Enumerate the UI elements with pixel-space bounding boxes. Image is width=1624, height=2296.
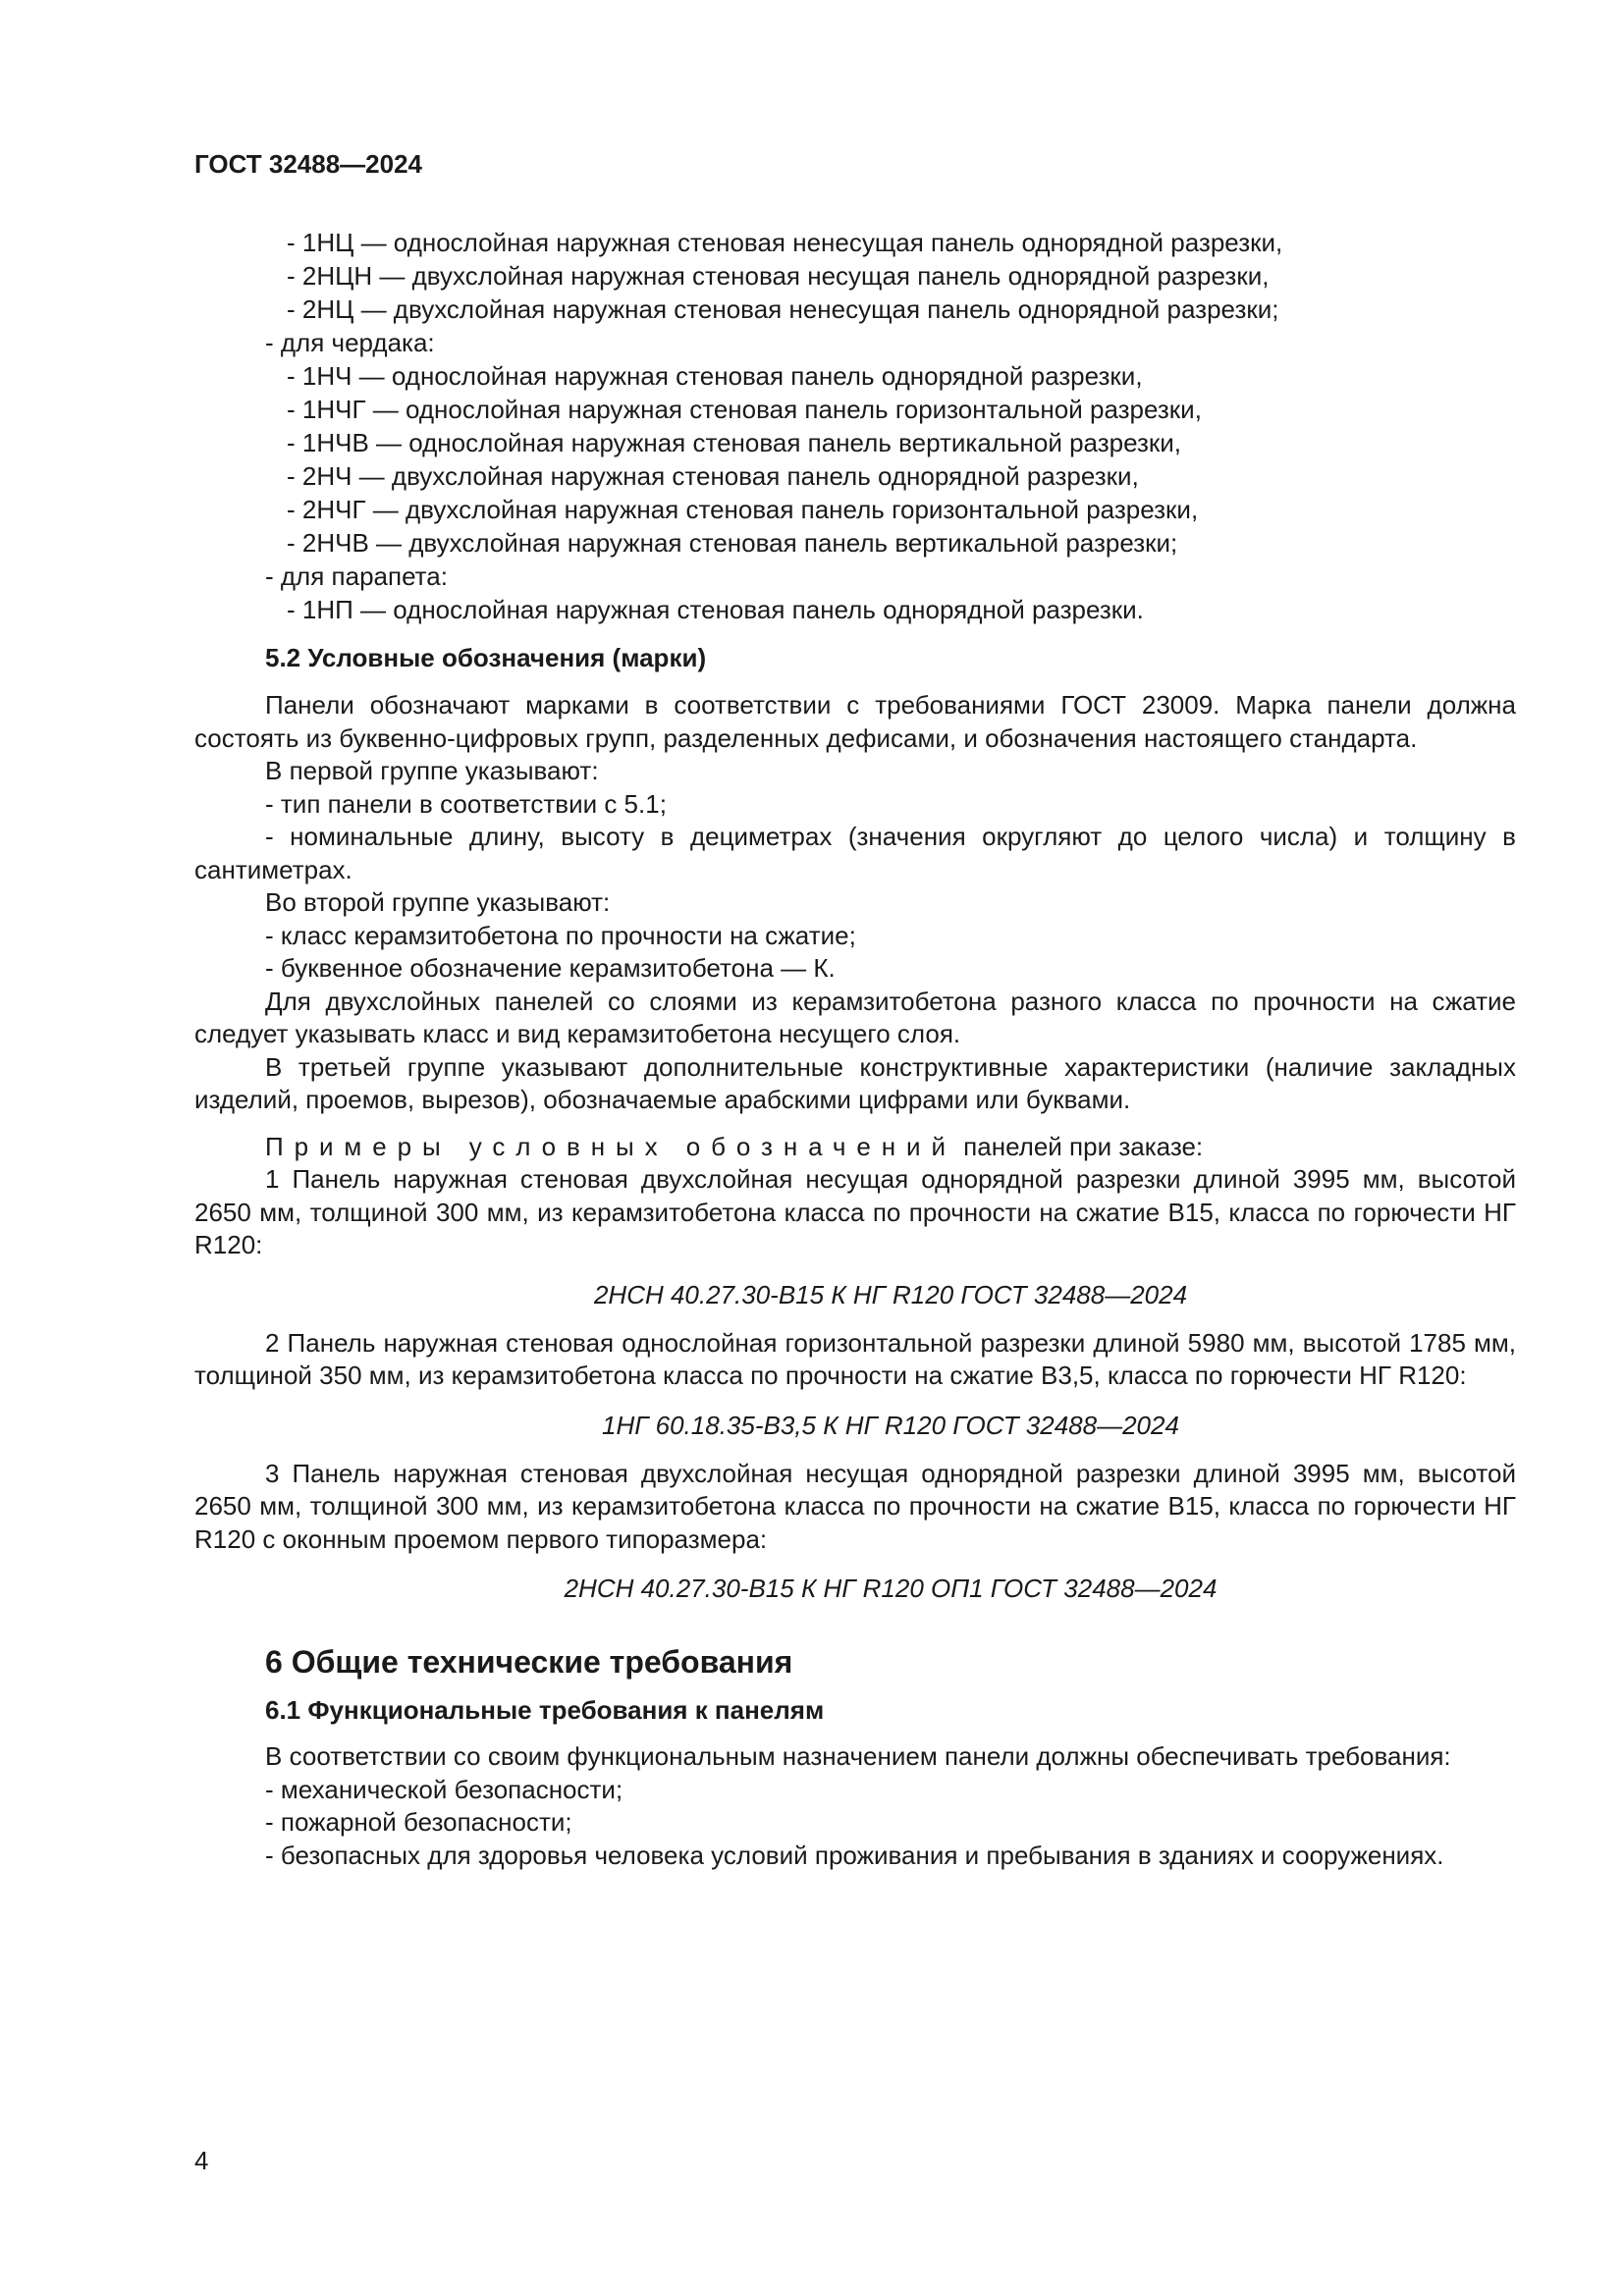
list-item: - 1НЧВ — однослойная наружная стеновая панель вертикальной разрезки, bbox=[287, 428, 1182, 457]
section-6-title: 6 Общие технические требования bbox=[265, 1644, 793, 1680]
list-item: - буквенное обозначение керамзитобетона — К. bbox=[265, 953, 836, 983]
examples-spaced-label: Примеры условных обозначений bbox=[265, 1131, 956, 1161]
list-item: - пожарной безопасности; bbox=[265, 1807, 572, 1837]
list-item: - 2НЧ — двухслойная наружная стеновая панель однорядной разрезки, bbox=[287, 461, 1139, 491]
paragraph: В первой группе указывают: bbox=[265, 756, 599, 785]
example-2-code: 1НГ 60.18.35-В3,5 К НГ R120 ГОСТ 32488—2024 bbox=[602, 1410, 1179, 1440]
paragraph: Для двухслойных панелей со слоями из керамзитобетона разного класса по прочности на сжатие следует указывать класс и вид керамзитобетона несущего слоя. bbox=[194, 986, 1516, 1048]
list-item: - механической безопасности; bbox=[265, 1774, 623, 1804]
list-item: - класс керамзитобетона по прочности на сжатие; bbox=[265, 920, 856, 950]
examples-heading bbox=[194, 1131, 1516, 1164]
list-item: - 1НЦ — однослойная наружная стеновая ненесущая панель однорядной разрезки, bbox=[287, 228, 1283, 257]
list-item: - 2НЧВ — двухслойная наружная стеновая панель вертикальной разрезки; bbox=[287, 528, 1178, 558]
list-item: - 2НЦ — двухслойная наружная стеновая ненесущая панель однорядной разрезки; bbox=[287, 294, 1279, 324]
paragraph: Во второй группе указывают: bbox=[265, 887, 611, 917]
paragraph: В соответствии со своим функциональным назначением панели должны обеспечивать требования: bbox=[265, 1741, 1451, 1771]
page-content bbox=[194, 226, 1516, 1872]
list-item: - 1НП — однослойная наружная стеновая панель однорядной разрезки. bbox=[287, 595, 1144, 624]
example-3-code: 2НСН 40.27.30-В15 К НГ R120 ОП1 ГОСТ 32488—2024 bbox=[564, 1574, 1218, 1603]
list-item: - для парапета: bbox=[265, 561, 448, 591]
list-item: - 2НЧГ — двухслойная наружная стеновая панель горизонтальной разрезки, bbox=[287, 495, 1199, 524]
examples-label-rest: панелей при заказе: bbox=[955, 1131, 1204, 1161]
page-number: 4 bbox=[194, 2146, 209, 2175]
section-5-2-title: 5.2 Условные обозначения (марки) bbox=[265, 643, 707, 672]
list-item: - номинальные длину, высоту в дециметрах (значения округляют до целого числа) и толщину в сантиметрах. bbox=[194, 822, 1516, 884]
example-1-code: 2НСН 40.27.30-В15 К НГ R120 ГОСТ 32488—2024 bbox=[593, 1279, 1188, 1309]
panel-type-list bbox=[194, 226, 1516, 626]
list-item: - 1НЧ — однослойная наружная стеновая панель однорядной разрезки, bbox=[287, 361, 1143, 391]
section-6-1-title: 6.1 Функциональные требования к панелям bbox=[265, 1695, 825, 1725]
example-3-text: 3 Панель наружная стеновая двухслойная несущая однорядной разрезки длиной 3995 мм, высотой 2650 мм, толщиной 300 мм, из керамзитобетона класса по прочности на сжатие В15, класса по горючести НГ R120 с оконным проемом первого типоразмера: bbox=[194, 1458, 1516, 1554]
list-item: - 1НЧГ — однослойная наружная стеновая панель горизонтальной разрезки, bbox=[287, 395, 1202, 424]
paragraph: Панели обозначают марками в соответствии с требованиями ГОСТ 23009. Марка панели должна состоять из буквенно-цифровых групп, разделенных дефисами, и обозначения настоящего стандарта. bbox=[194, 690, 1516, 753]
example-1-text: 1 Панель наружная стеновая двухслойная несущая однорядной разрезки длиной 3995 мм, высотой 2650 мм, толщиной 300 мм, из керамзитобетона класса по прочности на сжатие В15, класса по горючести НГ R120: bbox=[194, 1164, 1516, 1259]
example-2-text: 2 Панель наружная стеновая однослойная горизонтальной разрезки длиной 5980 мм, высотой 1785 мм, толщиной 350 мм, из керамзитобетона класса по прочности на сжатие В3,5, класса по горючести НГ R120: bbox=[194, 1327, 1516, 1390]
list-item: - 2НЦН — двухслойная наружная стеновая несущая панель однорядной разрезки, bbox=[287, 261, 1270, 291]
list-item: - безопасных для здоровья человека условий проживания и пребывания в зданиях и сооружениях. bbox=[265, 1840, 1444, 1870]
document-header: ГОСТ 32488—2024 bbox=[194, 149, 422, 179]
paragraph: В третьей группе указывают дополнительные конструктивные характеристики (наличие закладных изделий, проемов, вырезов), обозначаемые арабскими цифрами или буквами. bbox=[194, 1051, 1516, 1114]
list-item: - тип панели в соответствии с 5.1; bbox=[265, 788, 667, 819]
list-item: - для чердака: bbox=[265, 328, 435, 357]
